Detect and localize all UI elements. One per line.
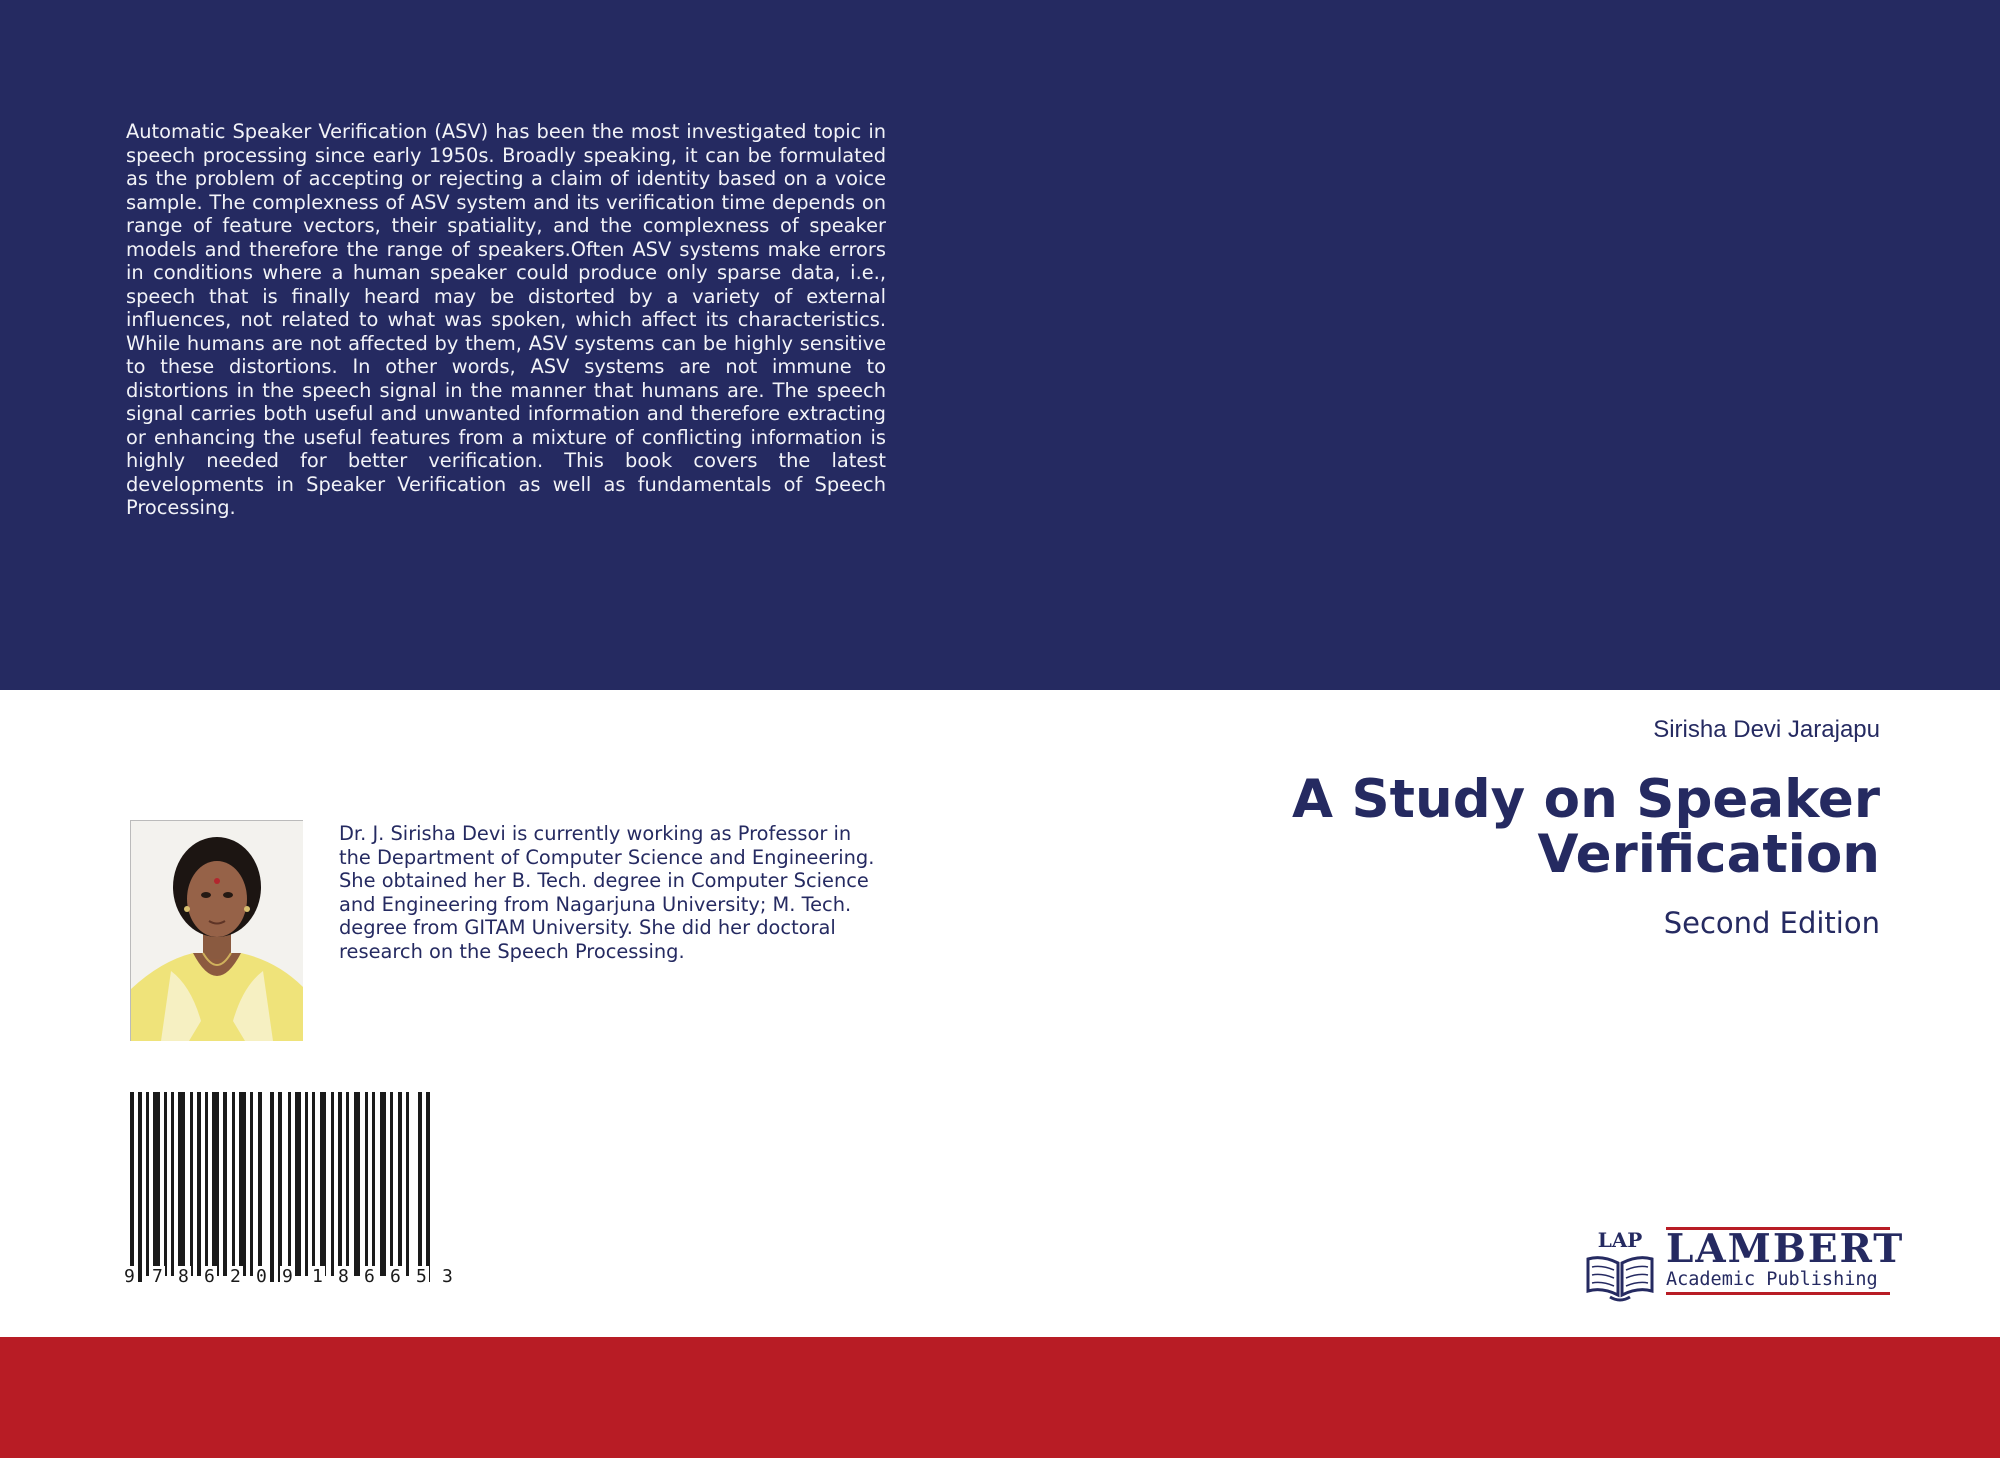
back-cover-bottom-band (0, 1337, 2000, 1458)
author-bio: Dr. J. Sirisha Devi is currently working as Professor in the Department of Computer Science and Engineering. She obtained her B. Tech. degree in Computer Science and Engineering from Nagarjuna University; M. Tech. degree from GITAM University. She did her doctoral research on the Speech Processing. (339, 822, 875, 963)
barcode-bar (418, 1092, 422, 1282)
barcode-bar (250, 1092, 253, 1276)
barcode-bar (171, 1092, 174, 1276)
barcode-bar (288, 1092, 291, 1276)
barcode-bar (212, 1092, 219, 1276)
author-photo (130, 820, 303, 1041)
barcode-digit: 7 (152, 1266, 163, 1287)
barcode-bar (223, 1092, 227, 1276)
barcode-bar (278, 1092, 282, 1282)
logo-mark-text: LAP (1597, 1228, 1643, 1252)
barcode-digit: 6 (204, 1266, 215, 1287)
barcode-bar (305, 1092, 308, 1276)
barcode-bar (153, 1092, 160, 1276)
logo-bottom-rule (1666, 1292, 1890, 1295)
barcode-bar (406, 1092, 409, 1276)
barcode-bar (295, 1092, 301, 1276)
barcode-bar (146, 1092, 149, 1276)
publisher-logo (1580, 1225, 1905, 1305)
barcode-bar (354, 1092, 360, 1276)
barcode-bar (258, 1092, 262, 1276)
barcode-digit: 8 (338, 1266, 349, 1287)
barcode-digit: 2 (230, 1266, 241, 1287)
barcode-bar (205, 1092, 208, 1276)
back-cover-top-band (0, 0, 2000, 690)
barcode-bar (346, 1092, 349, 1276)
barcode-bar (130, 1092, 134, 1282)
barcode-digit: 6 (390, 1266, 401, 1287)
barcode-digit: 9 (282, 1266, 293, 1287)
barcode-digits (122, 1266, 462, 1288)
barcode-bar (390, 1092, 393, 1276)
barcode-bar (365, 1092, 368, 1276)
open-book-icon (1580, 1225, 1660, 1305)
back-cover-blurb: Automatic Speaker Verification (ASV) has been the most investigated topic in speech processing since early 1950s. Broadly speaking, it can be formulated as the problem of accepting or rejecting a claim of identity based on a voice sample. The complexness of ASV system and its verification time depends on range of feature vectors, their spatiality, and the complexness of speaker models and therefore the range of speakers.Often ASV systems make errors in conditions where a human speaker could produce only sparse data, i.e., speech that is finally heard may be distorted by a variety of external influences, not related to what was spoken, which affect its characteristics. While humans are not affected by them, ASV systems can be highly sensitive to these distortions. In other words, ASV systems are not immune to distortions in the speech signal in the manner that humans are. The speech signal carries both useful and unwanted information and therefore extracting or enhancing the useful features from a mixture of conflicting information is highly needed for better verification. This book covers the latest developments in Speaker Verification as well as fundamentals of Speech Processing. (126, 120, 886, 519)
barcode-bar (426, 1092, 430, 1282)
barcode-digit: 1 (312, 1266, 323, 1287)
barcode-bar (138, 1092, 142, 1282)
barcode-bar (178, 1092, 185, 1276)
barcode-digit: 0 (256, 1266, 267, 1287)
barcode-bar (338, 1092, 342, 1276)
isbn-barcode (122, 1092, 462, 1292)
barcode-bar (312, 1092, 315, 1276)
barcode-digit: 5 (416, 1266, 427, 1287)
barcode-bar (232, 1092, 235, 1276)
barcode-bar (270, 1092, 274, 1282)
barcode-digit: 3 (442, 1266, 453, 1287)
barcode-digit: 9 (124, 1266, 135, 1287)
book-title: A Study on Speaker Verification (1292, 769, 1880, 885)
author-name: Sirisha Devi Jarajapu (1653, 716, 1880, 743)
barcode-digit: 6 (364, 1266, 375, 1287)
publisher-name: LAMBERT (1666, 1226, 1905, 1272)
barcode-bar (197, 1092, 201, 1276)
barcode-bar (190, 1092, 193, 1276)
publisher-tagline: Academic Publishing (1666, 1269, 1878, 1290)
barcode-bar (380, 1092, 386, 1276)
barcode-bar (372, 1092, 375, 1276)
barcode-bar (239, 1092, 246, 1276)
barcode-digit: 8 (178, 1266, 189, 1287)
barcode-bars (122, 1092, 462, 1282)
book-edition: Second Edition (1663, 906, 1880, 940)
barcode-bar (398, 1092, 402, 1276)
barcode-bar (331, 1092, 334, 1276)
barcode-bar (164, 1092, 167, 1276)
barcode-bar (320, 1092, 326, 1276)
